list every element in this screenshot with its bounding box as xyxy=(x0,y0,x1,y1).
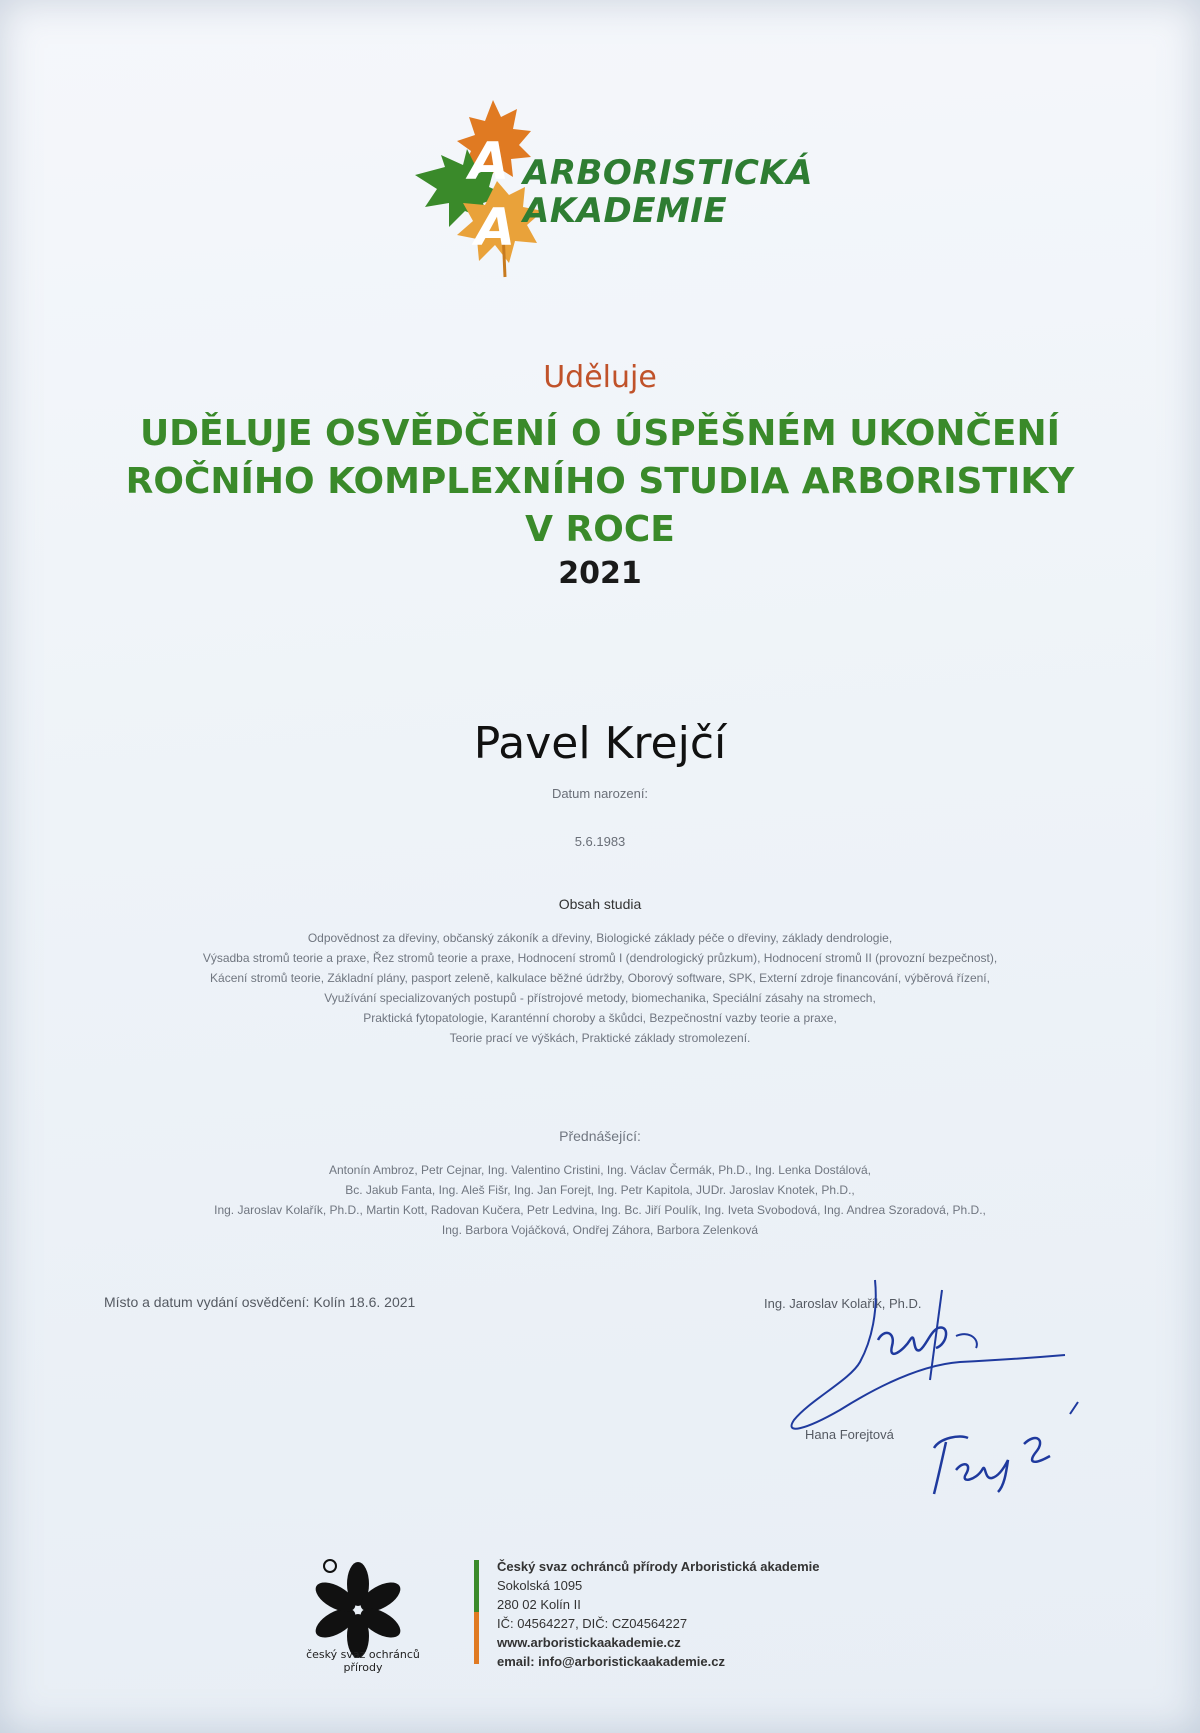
arboristicka-akademie-logo xyxy=(405,95,814,285)
signatory-2-name: Hana Forejtová xyxy=(805,1427,894,1442)
study-line: Využívání specializovaných postupů - přístrojové metody, biomechanika, Speciální zásahy na stromech, xyxy=(324,991,876,1005)
footer-org: Český svaz ochránců přírody Arboristická akademie xyxy=(497,1559,820,1574)
headline-line: UDĚLUJE OSVĚDČENÍ O ÚSPĚŠNÉM UKONČENÍ xyxy=(139,413,1061,454)
dob-value: 5.6.1983 xyxy=(574,834,626,849)
headline-line: V ROCE xyxy=(525,509,675,550)
headline-line: ROČNÍHO KOMPLEXNÍHO STUDIA ARBORISTIKY xyxy=(125,461,1075,502)
dob-label: Datum narození: xyxy=(551,786,649,801)
certificate-headline xyxy=(0,410,1200,554)
svg-text:A: A xyxy=(469,132,510,192)
certificate-year: 2021 xyxy=(558,556,642,591)
footer-web: www.arboristickaakademie.cz xyxy=(497,1635,681,1650)
intro-text: Uděluje xyxy=(543,360,657,395)
lecturers-line: Ing. Barbora Vojáčková, Ondřej Záhora, Barbora Zelenková xyxy=(441,1223,759,1237)
signature-2 xyxy=(920,1390,1090,1500)
lecturers-list xyxy=(0,1160,1200,1240)
lecturers-line: Antonín Ambroz, Petr Cejnar, Ing. Valentino Cristini, Ing. Václav Čermák, Ph.D., Ing. Lenka Dostálová, xyxy=(328,1163,872,1177)
recipient-name: Pavel Krejčí xyxy=(473,718,727,769)
study-content xyxy=(0,928,1200,1048)
lecturers-line: Bc. Jakub Fanta, Ing. Aleš Fišr, Ing. Jan Forejt, Ing. Petr Kapitola, JUDr. Jaroslav Knotek, Ph.D., xyxy=(345,1183,855,1197)
footer-ids: IČ: 04564227, DIČ: CZ04564227 xyxy=(497,1616,688,1631)
footer-color-bar xyxy=(474,1560,479,1664)
study-line: Praktická fytopatologie, Karanténní choroby a škůdci, Bezpečnostní vazby teorie a praxe, xyxy=(363,1011,837,1025)
csop-emblem xyxy=(290,1540,435,1685)
logo-line1: ARBORISTICKÁ xyxy=(523,153,814,193)
study-content-label: Obsah studia xyxy=(558,896,642,912)
footer-city: 280 02 Kolín II xyxy=(497,1597,581,1612)
emblem-text: český svaz ochránců přírody xyxy=(306,1648,420,1674)
footer-street: Sokolská 1095 xyxy=(497,1578,583,1593)
study-line: Kácení stromů teorie, Základní plány, pasport zeleně, kalkulace běžné údržby, Oborový software, SPK, Externí zdroje financování, výběrová řízení, xyxy=(210,971,990,985)
svg-text:A: A xyxy=(475,198,516,258)
footer-email: email: info@arboristickaakademie.cz xyxy=(497,1654,725,1669)
lecturers-label: Přednášející: xyxy=(559,1128,641,1144)
signatory-1-name: Ing. Jaroslav Kolařík, Ph.D. xyxy=(764,1296,922,1311)
study-line: Odpovědnost za dřeviny, občanský zákoník a dřeviny, Biologické základy péče o dřeviny, základy dendrologie, xyxy=(307,931,893,945)
issue-place-date: Místo a datum vydání osvědčení: Kolín 18.6. 2021 xyxy=(104,1294,416,1310)
lecturers-line: Ing. Jaroslav Kolařík, Ph.D., Martin Kott, Radovan Kučera, Petr Ledvina, Ing. Bc. Jiří Poulík, Ing. Iveta Svobodová, Ing. Andrea Szoradová, Ph.D., xyxy=(214,1203,986,1217)
study-line: Výsadba stromů teorie a praxe, Řez stromů teorie a praxe, Hodnocení stromů I (dendrologický průzkum), Hodnocení stromů II (provozní bezpečnost), xyxy=(202,951,998,965)
footer-contact xyxy=(497,1557,820,1671)
logo-line2: AKADEMIE xyxy=(523,191,728,231)
study-line: Teorie prací ve výškách, Praktické základy stromolezení. xyxy=(449,1031,751,1045)
